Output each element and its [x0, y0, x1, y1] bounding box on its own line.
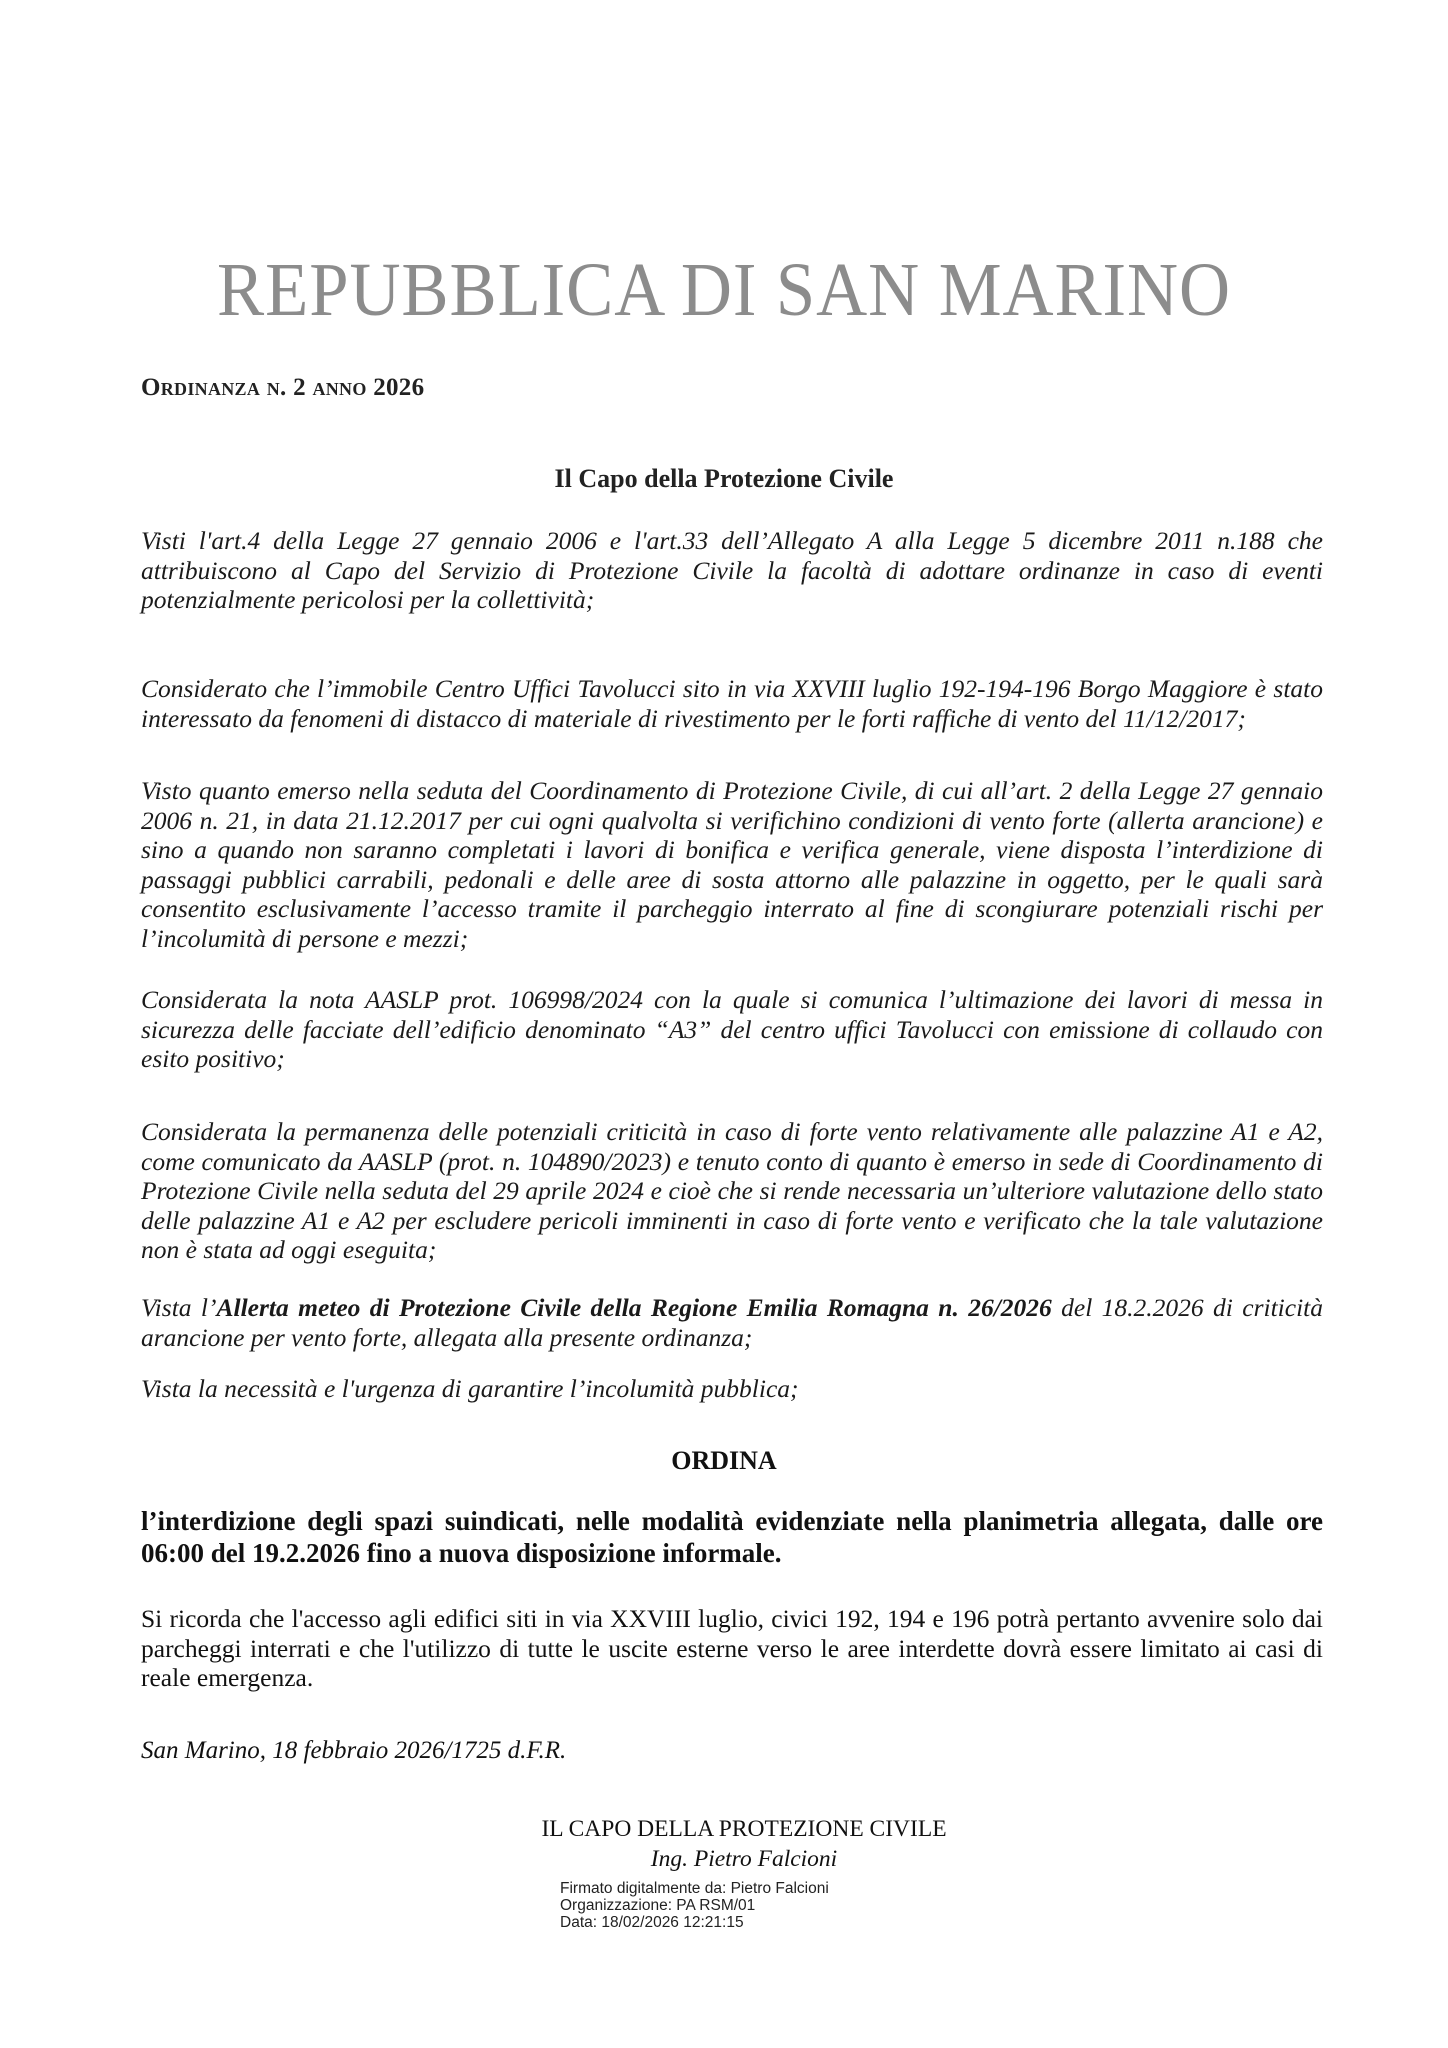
- signatory-name: Ing. Pietro Falcioni: [650, 1846, 838, 1872]
- preamble-paragraph: Considerato che l’immobile Centro Uffici Tavolucci sito in via XXVIII luglio 192-194-196 Borgo Maggiore è stato interessato da fenomeni di distacco di materiale di rivestimento per le forti raffiche di vento del 11/12/2017;: [141, 674, 1323, 733]
- order-reminder: Si ricorda che l'accesso agli edifici siti in via XXVIII luglio, civici 192, 194 e 196 potrà pertanto avvenire solo dai parcheggi interrati e che l'utilizzo di tutte le uscite esterne verso le aree interdette dovrà essere limitato ai casi di reale emergenza.: [141, 1604, 1323, 1692]
- preamble-paragraph-alert: [141, 1293, 1323, 1352]
- signatory-title: IL CAPO DELLA PROTEZIONE CIVILE: [541, 1816, 947, 1842]
- header-title: REPUBBLICA DI SAN MARINO: [217, 247, 1231, 332]
- digital-signature-block: [560, 1880, 829, 1931]
- preamble-paragraph: Vista la necessità e l'urgenza di garantire l’incolumità pubblica;: [141, 1374, 799, 1403]
- order-decree: l’interdizione degli spazi suindicati, nelle modalità evidenziate nella planimetria allegata, dalle ore 06:00 del 19.2.2026 fino a nuova disposizione informale.: [141, 1506, 1323, 1568]
- alert-prefix: Vista l’: [141, 1293, 217, 1322]
- digital-signature-date: Data: 18/02/2026 12:21:15: [560, 1914, 744, 1931]
- digital-signature-organization: Organizzazione: PA RSM/01: [560, 1897, 756, 1914]
- preamble-paragraph: Considerata la permanenza delle potenziali criticità in caso di forte vento relativamente alle palazzine A1 e A2, come comunicato da AASLP (prot. n. 104890/2023) e tenuto conto di quanto è emerso in sede di Coordinamento di Protezione Civile nella seduta del 29 aprile 2024 e cioè che si rende necessaria un’ulteriore valutazione dello stato delle palazzine A1 e A2 per escludere pericoli imminenti in caso di forte vento e verificato che la tale valutazione non è stata ad oggi eseguita;: [141, 1117, 1323, 1264]
- order-heading: ORDINA: [671, 1446, 777, 1475]
- ordinance-number: Ordinanza n. 2 anno 2026: [141, 374, 425, 401]
- preamble-paragraph: Visti l'art.4 della Legge 27 gennaio 2006 e l'art.33 dell’Allegato A alla Legge 5 dicembre 2011 n.188 che attribuiscono al Capo del Servizio di Protezione Civile la facoltà di adottare ordinanze in caso di eventi potenzialmente pericolosi per la collettività;: [141, 526, 1323, 614]
- digital-signature-signer: Firmato digitalmente da: Pietro Falcioni: [560, 1880, 829, 1897]
- preamble-paragraph: Considerata la nota AASLP prot. 106998/2024 con la quale si comunica l’ultimazione dei lavori di messa in sicurezza delle facciate dell’edificio denominato “A3” del centro uffici Tavolucci con emissione di collaudo con esito positivo;: [141, 985, 1323, 1073]
- alert-reference: Allerta meteo di Protezione Civile della Regione Emilia Romagna n. 26/2026: [216, 1293, 1052, 1322]
- place-and-date: San Marino, 18 febbraio 2026/1725 d.F.R.: [141, 1737, 567, 1764]
- alert-suffix: del 18.2.2026 di criticità arancione per vento forte, allegata alla presente ordinanza;: [141, 1293, 1323, 1352]
- preamble-paragraph: Visto quanto emerso nella seduta del Coordinamento di Protezione Civile, di cui all’art. 2 della Legge 27 gennaio 2006 n. 21, in data 21.12.2017 per cui ogni qualvolta si verifichino condizioni di vento forte (allerta arancione) e sino a quando non saranno completati i lavori di bonifica e verifica generale, viene disposta l’interdizione di passaggi pubblici carrabili, pedonali e delle aree di sosta attorno alle palazzine in oggetto, per le quali sarà consentito esclusivamente l’accesso tramite il parcheggio interrato al fine di scongiurare potenziali rischi per l’incolumità di persone e mezzi;: [141, 776, 1323, 953]
- issuing-authority: Il Capo della Protezione Civile: [554, 464, 894, 493]
